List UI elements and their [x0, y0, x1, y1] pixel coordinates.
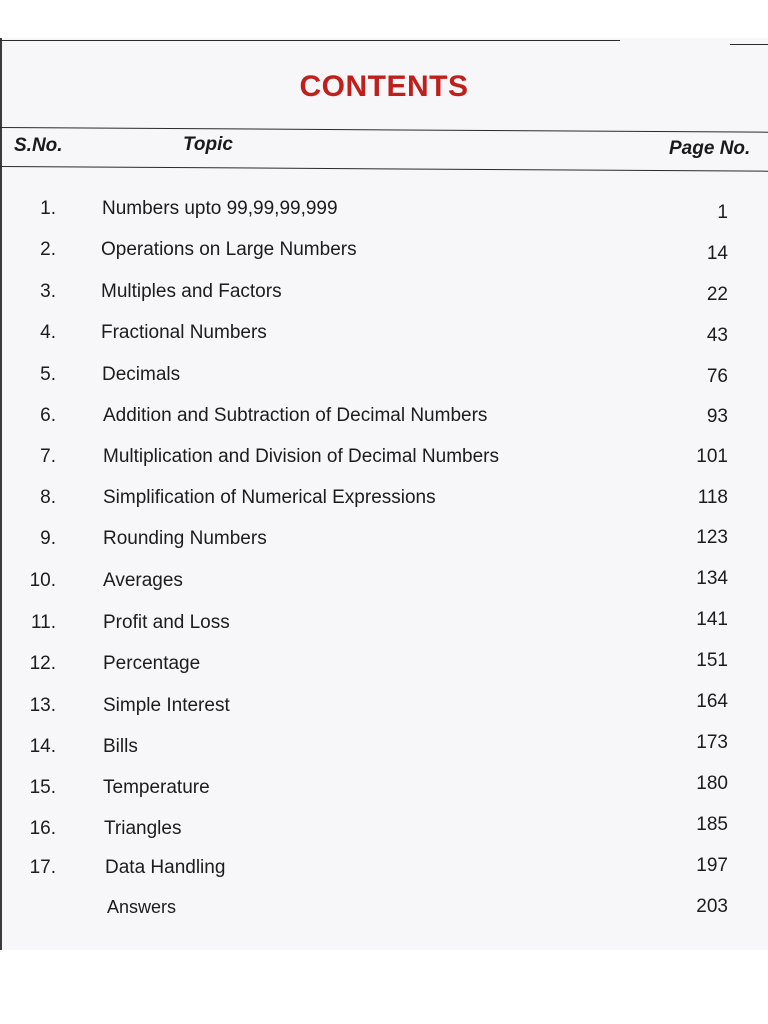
- toc-page: 118: [697, 487, 728, 508]
- toc-topic: Data Handling: [105, 857, 226, 878]
- toc-page: 93: [706, 406, 728, 427]
- toc-topic: Percentage: [103, 653, 201, 674]
- toc-sno: 17.: [29, 857, 56, 878]
- toc-row[interactable]: [0, 528, 768, 558]
- toc-page: 43: [706, 325, 728, 346]
- toc-topic: Profit and Loss: [103, 612, 230, 633]
- toc-row[interactable]: [0, 364, 768, 394]
- toc-page: 101: [696, 446, 728, 467]
- toc-page: 185: [696, 814, 728, 835]
- toc-row[interactable]: [0, 814, 768, 848]
- toc-row[interactable]: [0, 691, 768, 725]
- toc-page: 197: [696, 855, 728, 876]
- toc-row[interactable]: [0, 198, 768, 228]
- toc-page: 141: [696, 609, 728, 630]
- header-topic: Topic: [183, 134, 233, 155]
- toc-topic: Simple Interest: [103, 695, 230, 716]
- toc-sno: 12.: [29, 653, 56, 674]
- toc-page: 203: [696, 896, 728, 917]
- toc-sno: 1.: [40, 198, 56, 219]
- toc-topic: Multiplication and Division of Decimal Numbers: [103, 446, 499, 467]
- toc-sno: 10.: [29, 570, 56, 591]
- toc-topic: Rounding Numbers: [103, 528, 267, 549]
- bottom-margin: [0, 950, 768, 1024]
- toc-row[interactable]: [0, 446, 768, 476]
- toc-page: 180: [696, 773, 728, 794]
- toc-row[interactable]: [0, 732, 768, 766]
- toc-sno: 4.: [40, 322, 56, 343]
- toc-page: 173: [696, 732, 728, 753]
- toc-sno: 16.: [29, 818, 56, 839]
- toc-topic: Fractional Numbers: [101, 322, 267, 343]
- toc-row[interactable]: [0, 609, 768, 642]
- toc-page: 151: [696, 650, 728, 671]
- toc-sno: 7.: [40, 446, 56, 467]
- toc-sno: 5.: [40, 364, 56, 385]
- toc-sno: 8.: [40, 487, 56, 508]
- toc-row[interactable]: [0, 650, 768, 683]
- toc-topic: Multiples and Factors: [101, 281, 282, 302]
- toc-topic: Addition and Subtraction of Decimal Numbers: [103, 405, 488, 426]
- toc-topic: Decimals: [102, 364, 181, 385]
- toc-page: 134: [696, 568, 728, 589]
- toc-topic: Simplification of Numerical Expressions: [103, 487, 436, 508]
- toc-row[interactable]: [0, 405, 768, 435]
- toc-row[interactable]: [0, 773, 768, 807]
- toc-sno: 2.: [40, 239, 56, 260]
- toc-topic: Triangles: [104, 818, 182, 839]
- header-sno: S.No.: [14, 135, 63, 156]
- toc-page: 76: [706, 366, 728, 387]
- toc-topic: Averages: [103, 570, 183, 591]
- toc-topic: Numbers upto 99,99,99,999: [102, 198, 338, 219]
- toc-sno: 11.: [30, 612, 56, 633]
- toc-sno: 3.: [40, 281, 56, 302]
- header-page-no: Page No.: [669, 138, 751, 159]
- toc-sno: 14.: [29, 736, 56, 757]
- toc-page: 14: [706, 243, 728, 264]
- toc-topic: Operations on Large Numbers: [101, 239, 357, 260]
- toc-sno: 6.: [40, 405, 56, 426]
- toc-page: 123: [696, 527, 728, 548]
- toc-row[interactable]: [0, 897, 768, 927]
- toc-page: 22: [706, 284, 728, 305]
- toc-page: 164: [696, 691, 728, 712]
- toc-topic: Answers: [107, 897, 177, 917]
- toc-row[interactable]: [0, 239, 768, 269]
- paper-top-edge: [0, 38, 768, 46]
- toc-topic: Temperature: [103, 777, 210, 798]
- contents-title: CONTENTS: [299, 70, 469, 103]
- toc-sno: 13.: [29, 695, 56, 716]
- toc-row[interactable]: [0, 570, 768, 600]
- toc-row[interactable]: [0, 322, 768, 352]
- toc-sno: 9.: [40, 528, 56, 549]
- toc-sno: 15.: [29, 777, 56, 798]
- toc-row[interactable]: [0, 857, 768, 887]
- toc-page: 1: [717, 202, 728, 223]
- toc-row[interactable]: [0, 281, 768, 311]
- toc-topic: Bills: [103, 736, 138, 757]
- toc-row[interactable]: [0, 487, 768, 517]
